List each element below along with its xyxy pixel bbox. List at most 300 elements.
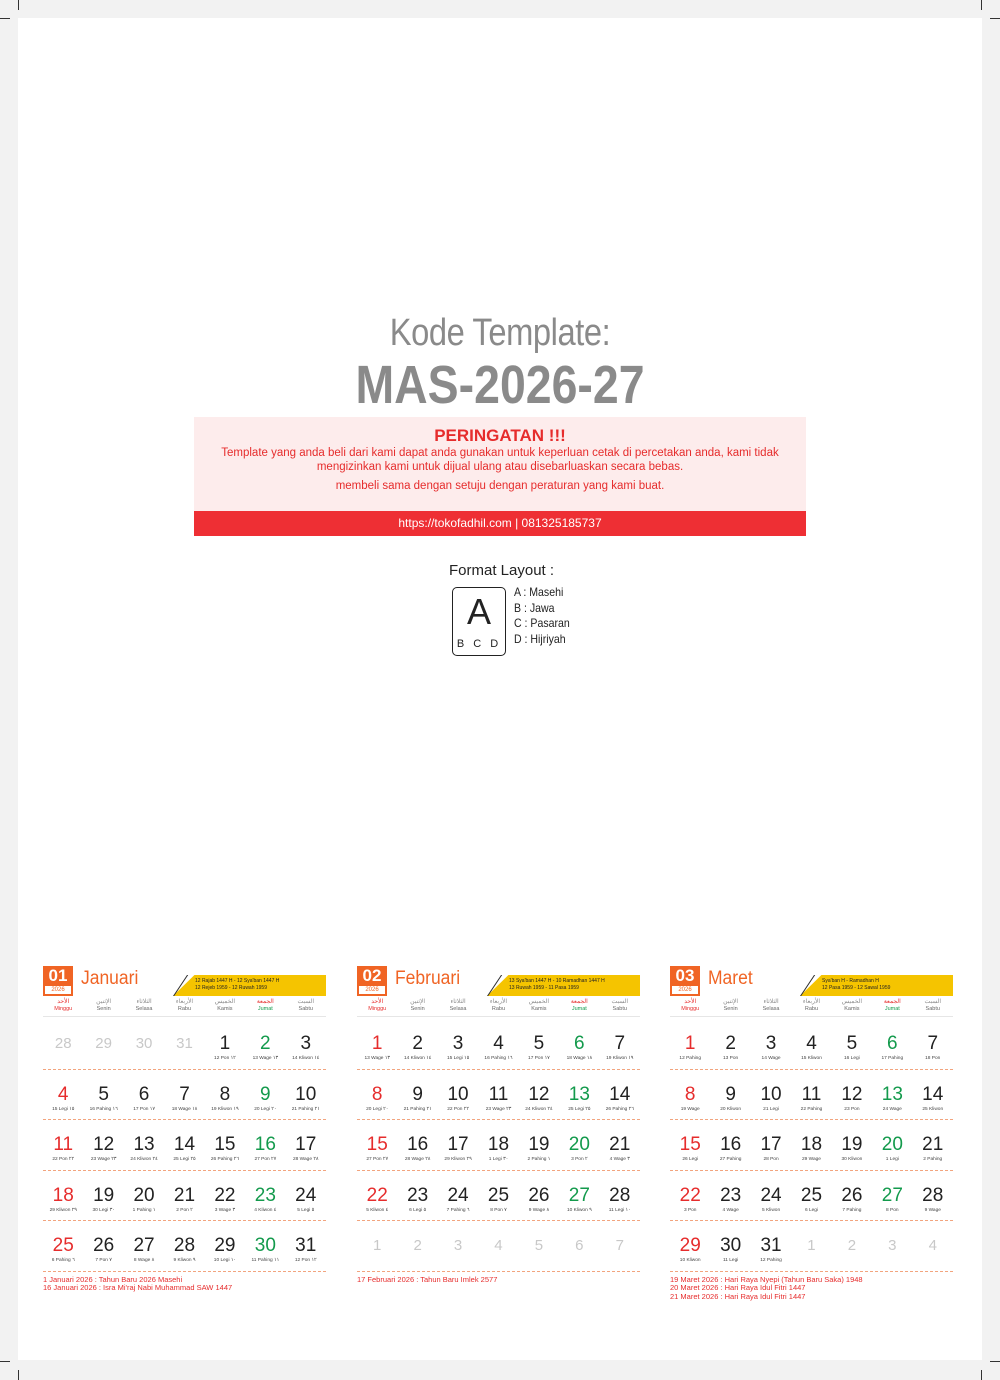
day-cell [397, 1171, 437, 1221]
weekday-selasa [751, 998, 791, 1016]
day-cell [559, 1171, 599, 1221]
day-cell [519, 1019, 559, 1069]
day-cell [245, 1120, 285, 1170]
day-cell [164, 1070, 204, 1120]
crop-mark [990, 1361, 1000, 1362]
holiday-note: 1 Januari 2026 : Tahun Baru 2026 Masehi [43, 1274, 183, 1284]
contact-link-bar[interactable]: https://tokofadhil.com | 081325185737 [194, 511, 806, 536]
day-cell [164, 1171, 204, 1221]
weekday-kamis [519, 998, 559, 1016]
week-row [357, 1171, 640, 1222]
day-cell [357, 1019, 397, 1069]
weekday-arabic: الجمعة [256, 999, 274, 1005]
day-number: 16 [720, 1134, 742, 1156]
day-number: 26 [841, 1184, 863, 1206]
warning-panel [194, 417, 806, 511]
day-number: 2 [847, 1237, 857, 1255]
day-subtext: 9 Wage ٨ [528, 1207, 550, 1213]
day-subtext: 4 Kliwon ٤ [254, 1207, 277, 1213]
month-year: 2026 [359, 986, 385, 994]
hijri-range: Sya'ban H - Ramadhan H [822, 978, 879, 984]
weekday-selasa [438, 998, 478, 1016]
day-number: 1 [219, 1033, 231, 1054]
day-number: 3 [453, 1237, 463, 1255]
weekday-arabic: السبت [297, 999, 315, 1005]
day-subtext: 12 Pon ١٢ [214, 1056, 236, 1061]
day-number: 29 [679, 1235, 701, 1257]
warning-line-2: mengizinkan kami untuk dijual ulang atau disebarluaskan secara bebas. [316, 461, 684, 473]
day-subtext: 4 Wage [722, 1207, 739, 1213]
day-subtext: 16 Legi [844, 1056, 860, 1061]
weekday-arabic: الجمعة [570, 999, 588, 1005]
day-cell [164, 1221, 204, 1271]
day-cell [43, 1070, 83, 1120]
day-number: 18 [800, 1134, 823, 1156]
weekday-arabic: السبت [611, 999, 629, 1005]
day-cell [245, 1070, 285, 1120]
day-cell [286, 1019, 326, 1069]
month-februari [357, 966, 640, 1284]
weekday-minggu [670, 998, 710, 1016]
day-subtext: 30 Kliwon [841, 1157, 863, 1163]
day-number: 4 [806, 1033, 817, 1054]
weekday-sabtu [286, 998, 326, 1016]
day-number: 25 [487, 1184, 510, 1206]
day-subtext: 20 Legi ٢٠ [254, 1106, 277, 1112]
day-number: 2 [413, 1237, 422, 1255]
week-row [43, 1070, 326, 1121]
day-number: 2 [260, 1033, 271, 1054]
warning-line-1: Template yang anda beli dari kami dapat anda gunakan untuk keperluan cetak di percetakan anda, kami tidak [221, 447, 779, 459]
day-cell [872, 1070, 912, 1120]
crop-mark [0, 1361, 10, 1362]
day-number: 17 [295, 1134, 317, 1156]
day-cell [872, 1120, 912, 1170]
day-cell [43, 1019, 83, 1069]
weekday-rabu [478, 998, 518, 1016]
day-number: 9 [412, 1083, 423, 1105]
weekday-header [43, 998, 326, 1017]
day-subtext: 21 Legi [763, 1106, 779, 1112]
month-ribbon-text [822, 978, 890, 992]
day-cell [478, 1120, 518, 1170]
day-cell [245, 1171, 285, 1221]
day-number: 4 [57, 1083, 69, 1105]
holiday-note: 16 Januari 2026 : Isra Mi'raj Nabi Muhammad SAW 1447 [43, 1283, 233, 1293]
day-cell [438, 1070, 478, 1120]
week-row [43, 1019, 326, 1070]
day-cell [286, 1171, 326, 1221]
day-subtext: 21 Pahing ٢١ [291, 1106, 320, 1112]
weekday-name: Senin [410, 1006, 425, 1012]
day-number: 25 [52, 1235, 74, 1257]
day-cell [43, 1120, 83, 1170]
weekday-jumat [872, 998, 912, 1016]
day-subtext: 4 Wage ٣ [609, 1157, 630, 1163]
day-subtext: 29 Wage [801, 1157, 821, 1163]
day-subtext: 25 Legi ٢٥ [173, 1157, 196, 1163]
holiday-notes [357, 1276, 640, 1285]
day-number: 26 [528, 1184, 550, 1206]
weekday-arabic: الثلاثاء [763, 999, 779, 1005]
format-layout-legend [514, 585, 570, 647]
day-cell [205, 1120, 245, 1170]
week-row [670, 1221, 953, 1272]
day-number: 3 [300, 1033, 312, 1054]
day-number: 12 [528, 1083, 550, 1105]
day-subtext: 17 Pon ١٧ [528, 1056, 550, 1061]
weekday-minggu [357, 998, 397, 1016]
day-subtext: 3 Pon [683, 1207, 697, 1213]
day-number: 7 [614, 1033, 626, 1054]
day-number: 30 [254, 1235, 276, 1257]
day-subtext: 3 Wage ٣ [214, 1207, 236, 1213]
day-cell [83, 1221, 123, 1271]
day-number: 18 [52, 1184, 74, 1206]
weekday-jumat [559, 998, 599, 1016]
day-cell [357, 1171, 397, 1221]
weekday-arabic: الأربعاء [489, 999, 508, 1005]
format-layout-title: Format Layout : [449, 562, 555, 579]
weekday-arabic: الثلاثاء [136, 999, 152, 1005]
week-row [670, 1070, 953, 1121]
day-number: 24 [295, 1184, 317, 1206]
day-cell [832, 1120, 872, 1170]
day-cell [670, 1120, 710, 1170]
month-number: 02 [362, 966, 382, 985]
day-cell [913, 1120, 953, 1170]
day-cell [751, 1019, 791, 1069]
day-cell [600, 1019, 640, 1069]
day-number: 23 [720, 1184, 742, 1206]
day-cell [600, 1070, 640, 1120]
weekday-name: Kamis [844, 1006, 860, 1012]
day-number: 2 [412, 1033, 423, 1054]
day-number: 14 [173, 1134, 196, 1156]
weekday-sabtu [600, 998, 640, 1016]
holiday-note: 19 Maret 2026 : Hari Raya Nyepi (Tahun Baru Saka) 1948 [670, 1274, 863, 1284]
day-subtext: 8 Pon ٧ [490, 1207, 507, 1213]
weekday-arabic: الأربعاء [175, 999, 194, 1005]
day-cell [519, 1120, 559, 1170]
day-subtext: 22 Pahing [800, 1106, 823, 1112]
week-row [670, 1120, 953, 1171]
day-cell [913, 1171, 953, 1221]
hijri-range: 13 Sya'ban 1447 H - 10 Ramadhan 1447 H [509, 978, 605, 984]
day-number: 30 [135, 1035, 153, 1052]
weekday-name: Minggu [54, 1006, 73, 1012]
weekday-arabic: الإثنين [96, 999, 112, 1005]
day-subtext: 14 Wage [761, 1056, 781, 1061]
javanese-range: 12 Pasa 1959 - 12 Sawal 1959 [822, 985, 891, 991]
day-subtext: 1 Pahing ١ [132, 1207, 156, 1213]
weekday-arabic: الأحد [684, 999, 697, 1005]
day-cell [124, 1019, 164, 1069]
day-number: 21 [173, 1184, 196, 1206]
day-cell [600, 1221, 640, 1271]
day-subtext: 13 Wage ١٣ [252, 1056, 279, 1061]
month-number: 01 [48, 966, 68, 985]
weekday-selasa [124, 998, 164, 1016]
week-row [670, 1171, 953, 1222]
week-row [670, 1019, 953, 1070]
day-subtext: 18 Wage ١٨ [566, 1056, 593, 1061]
day-number: 11 [53, 1134, 74, 1156]
day-number: 12 [93, 1134, 115, 1156]
month-ribbon-text [195, 978, 279, 992]
month-name: Maret [708, 968, 753, 989]
day-subtext: 6 Pahing ٦ [51, 1258, 75, 1264]
day-number: 4 [494, 1237, 503, 1255]
day-cell [478, 1221, 518, 1271]
day-subtext: 6 Legi ٥ [409, 1207, 427, 1213]
holiday-note: 20 Maret 2026 : Hari Raya Idul Fitri 1447 [670, 1283, 806, 1293]
day-subtext: 3 Pon ٢ [571, 1157, 588, 1163]
weekday-kamis [832, 998, 872, 1016]
day-subtext: 29 Kliwon ٢٩ [444, 1157, 472, 1163]
month-grid [357, 1019, 640, 1272]
weekday-header [670, 998, 953, 1017]
day-cell [357, 1070, 397, 1120]
weekday-senin [83, 998, 123, 1016]
format-legend-item: A : Masehi [514, 585, 564, 599]
javanese-range: 12 Rejeb 1959 - 12 Ruwah 1959 [195, 985, 267, 991]
day-subtext: 9 Kliwon ٩ [173, 1258, 196, 1264]
day-cell [710, 1120, 750, 1170]
day-cell [124, 1070, 164, 1120]
day-cell [872, 1171, 912, 1221]
weekday-name: Sabtu [298, 1006, 313, 1012]
day-subtext: 12 Pon ١٢ [294, 1258, 317, 1264]
weekday-name: Selasa [449, 1006, 467, 1012]
day-cell [245, 1221, 285, 1271]
weekday-senin [710, 998, 750, 1016]
day-number: 8 [684, 1083, 696, 1105]
day-number: 9 [725, 1083, 736, 1105]
format-box-sub-letters: B C D [456, 638, 502, 650]
day-cell [832, 1221, 872, 1271]
day-cell [43, 1221, 83, 1271]
day-cell [164, 1120, 204, 1170]
day-cell [832, 1070, 872, 1120]
day-subtext: 19 Kliwon ١٩ [606, 1056, 634, 1061]
weekday-name: Sabtu [612, 1006, 627, 1012]
holiday-notes [670, 1276, 953, 1302]
day-number: 6 [887, 1033, 898, 1054]
month-header [357, 966, 640, 996]
day-subtext: 7 Pon ٧ [95, 1258, 112, 1264]
day-subtext: 24 Wage [882, 1106, 902, 1112]
day-subtext: 27 Pon ٢٧ [254, 1157, 277, 1163]
day-subtext: 11 Legi ١٠ [608, 1207, 631, 1213]
weekday-name: Senin [723, 1006, 738, 1012]
day-subtext: 11 Pahing ١١ [251, 1258, 280, 1264]
weekday-arabic: الإثنين [723, 999, 739, 1005]
day-number: 12 [841, 1083, 863, 1105]
day-number: 3 [888, 1237, 897, 1255]
day-subtext: 18 Wage ١٨ [171, 1106, 198, 1112]
day-number: 10 [295, 1083, 317, 1105]
day-cell [124, 1120, 164, 1170]
day-cell [83, 1171, 123, 1221]
day-cell [397, 1120, 437, 1170]
day-number: 17 [760, 1134, 782, 1156]
weekday-name: Senin [96, 1006, 111, 1012]
day-number: 8 [371, 1083, 383, 1105]
day-number: 20 [568, 1134, 590, 1156]
week-row [43, 1171, 326, 1222]
day-cell [791, 1070, 831, 1120]
day-subtext: 1 Legi [885, 1157, 899, 1163]
weekday-arabic: السبت [924, 999, 942, 1005]
day-subtext: 27 Pahing [719, 1157, 742, 1163]
day-subtext: 7 Pahing [842, 1207, 862, 1213]
day-subtext: 24 Kliwon ٢٤ [525, 1106, 553, 1112]
week-row [357, 1019, 640, 1070]
day-subtext: 16 Pahing ١٦ [484, 1056, 513, 1061]
day-subtext: 25 Legi ٢٥ [568, 1106, 591, 1112]
weekday-name: Kamis [531, 1006, 547, 1012]
weekday-arabic: الخميس [214, 999, 236, 1005]
month-ribbon-text [509, 978, 605, 992]
weekday-name: Minggu [681, 1006, 700, 1012]
day-subtext: 20 Kliwon [720, 1106, 742, 1112]
day-subtext: 13 Wage ١٣ [364, 1056, 390, 1061]
day-cell [913, 1070, 953, 1120]
day-subtext: 2 Pahing [923, 1157, 943, 1163]
day-number: 25 [800, 1184, 823, 1206]
day-cell [205, 1070, 245, 1120]
day-subtext: 19 Kliwon ١٩ [211, 1106, 239, 1112]
month-number: 03 [675, 966, 695, 985]
month-name: Januari [81, 968, 139, 989]
week-row [43, 1221, 326, 1272]
day-cell [438, 1171, 478, 1221]
day-subtext: 15 Legi ١٥ [446, 1056, 470, 1061]
day-number: 15 [366, 1134, 388, 1156]
day-cell [751, 1221, 791, 1271]
day-cell [791, 1221, 831, 1271]
day-subtext: 5 Legi ٥ [297, 1207, 315, 1213]
day-cell [438, 1120, 478, 1170]
day-number: 29 [214, 1235, 236, 1257]
week-row [357, 1221, 640, 1272]
day-subtext: 14 Kliwon ١٤ [292, 1056, 320, 1061]
day-number: 14 [922, 1083, 944, 1105]
day-cell [478, 1019, 518, 1069]
month-number-badge [43, 966, 73, 996]
day-subtext: 15 Kliwon [801, 1056, 822, 1061]
weekday-arabic: الجمعة [883, 999, 901, 1005]
day-cell [478, 1070, 518, 1120]
weekday-jumat [245, 998, 285, 1016]
day-cell [357, 1120, 397, 1170]
day-number: 1 [684, 1033, 696, 1054]
month-year: 2026 [45, 986, 71, 994]
week-row [357, 1120, 640, 1171]
day-number: 2 [725, 1033, 736, 1054]
day-subtext: 20 Legi ٢٠ [366, 1106, 389, 1112]
day-cell [43, 1171, 83, 1221]
day-number: 30 [720, 1235, 742, 1257]
day-cell [205, 1019, 245, 1069]
day-cell [124, 1171, 164, 1221]
day-cell [670, 1019, 710, 1069]
day-subtext: 1 Legi ٣٠ [488, 1157, 509, 1163]
holiday-notes [43, 1276, 326, 1293]
day-subtext: 8 Pon [886, 1207, 899, 1213]
day-cell [397, 1070, 437, 1120]
crop-mark [18, 1370, 19, 1380]
day-cell [751, 1171, 791, 1221]
weekday-arabic: الإثنين [410, 999, 426, 1005]
day-number: 11 [488, 1083, 509, 1105]
day-number: 5 [846, 1033, 858, 1054]
day-number: 19 [528, 1134, 550, 1156]
day-subtext: 10 Kliwon ٩ [566, 1207, 592, 1213]
day-number: 13 [133, 1134, 155, 1156]
day-cell [438, 1221, 478, 1271]
day-number: 17 [447, 1134, 469, 1156]
day-number: 9 [260, 1083, 271, 1105]
day-cell [872, 1221, 912, 1271]
day-subtext: 6 Legi [804, 1207, 819, 1213]
day-subtext: 11 Legi [722, 1258, 739, 1264]
hijri-range: 12 Rajab 1447 H - 12 Sya'ban 1447 H [195, 978, 280, 984]
day-subtext: 9 Wage [924, 1207, 941, 1213]
format-legend-item: C : Pasaran [514, 616, 570, 630]
weekday-sabtu [913, 998, 953, 1016]
crop-mark [990, 18, 1000, 19]
day-number: 1 [807, 1237, 816, 1255]
month-maret [670, 966, 953, 1301]
day-cell [519, 1171, 559, 1221]
day-subtext: 23 Wage ٢٣ [485, 1106, 512, 1112]
day-subtext: 5 Kliwon ٤ [366, 1207, 389, 1213]
day-number: 18 [487, 1134, 510, 1156]
weekday-rabu [164, 998, 204, 1016]
day-cell [205, 1171, 245, 1221]
week-row [357, 1070, 640, 1121]
day-cell [397, 1221, 437, 1271]
day-subtext: 17 Pon ١٧ [133, 1106, 155, 1112]
day-number: 22 [679, 1184, 701, 1206]
day-cell [913, 1019, 953, 1069]
day-number: 28 [609, 1184, 631, 1206]
day-cell [600, 1171, 640, 1221]
day-subtext: 24 Kliwon ٢٤ [130, 1157, 158, 1163]
day-number: 24 [447, 1184, 469, 1206]
day-number: 21 [609, 1134, 631, 1156]
day-number: 10 [760, 1083, 782, 1105]
day-number: 6 [574, 1033, 585, 1054]
weekday-kamis [205, 998, 245, 1016]
day-cell [245, 1019, 285, 1069]
day-subtext: 8 Wage ٨ [133, 1258, 155, 1264]
month-number-badge [357, 966, 387, 996]
day-cell [600, 1120, 640, 1170]
day-cell [205, 1221, 245, 1271]
javanese-range: 13 Ruwah 1959 - 11 Pasa 1959 [509, 985, 579, 991]
day-cell [83, 1070, 123, 1120]
weekday-rabu [791, 998, 831, 1016]
day-number: 6 [575, 1237, 584, 1255]
day-cell [559, 1070, 599, 1120]
day-number: 28 [54, 1035, 72, 1052]
weekday-arabic: الثلاثاء [450, 999, 466, 1005]
day-number: 5 [533, 1033, 545, 1054]
day-number: 27 [881, 1184, 903, 1206]
